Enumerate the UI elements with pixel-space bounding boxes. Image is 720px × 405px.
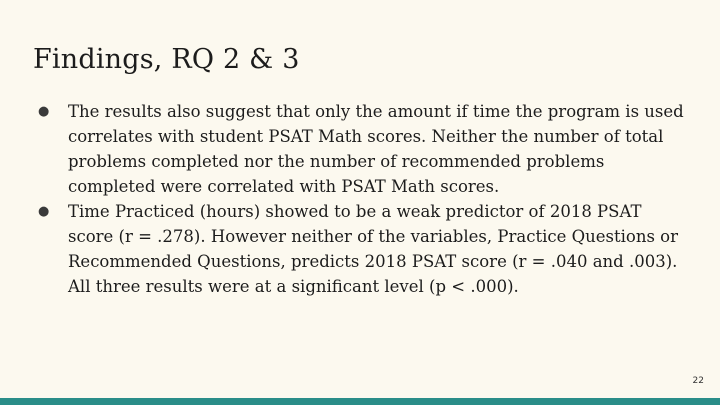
accent-bar [0, 398, 720, 405]
bullet-marker-icon: ● [38, 204, 50, 219]
bullet-text: The results also suggest that only the amount if time the program is used correlates with student PSAT Math scores. Neither the number of total problems completed nor the number of recommended problems completed were correlated with PSAT Math scores. [68, 102, 684, 196]
bullet-item [40, 199, 690, 299]
bullet-marker-icon: ● [38, 104, 50, 119]
bullet-text: Time Practiced (hours) showed to be a weak predictor of 2018 PSAT score (r = .278). However neither of the variables, Practice Questions or Recommended Questions, predicts 2018 PSAT score (r = .040 and .003). All three results were at a significant level (p < .000). [68, 202, 678, 296]
slide-title: Findings, RQ 2 & 3 [33, 44, 300, 75]
page-number: 22 [692, 376, 704, 386]
bullet-list [40, 99, 690, 299]
bullet-item [40, 99, 690, 199]
